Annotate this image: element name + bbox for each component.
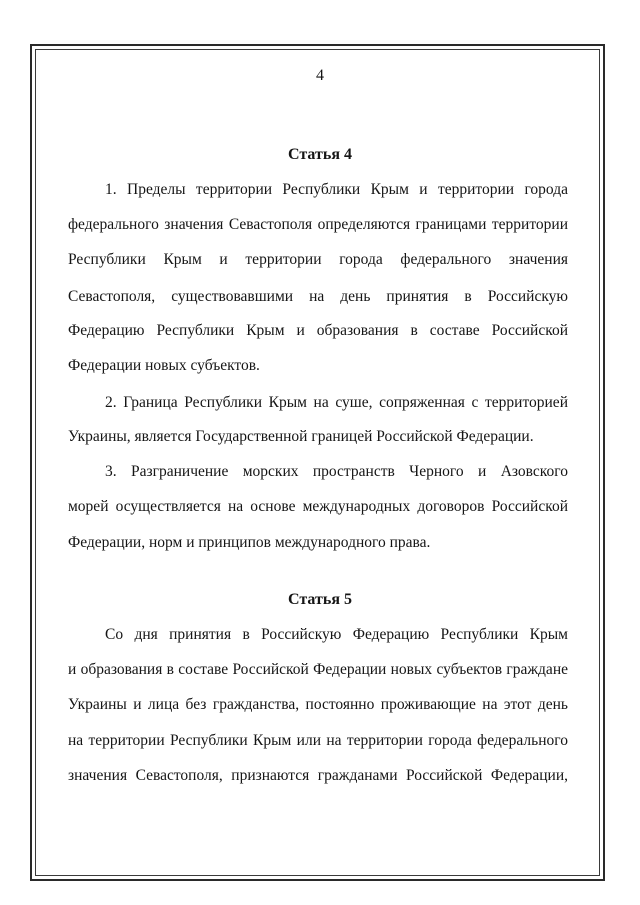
article-5-title: Статья 5 bbox=[288, 591, 352, 608]
article-5-line: значения Севастополя, признаются гражданами Российской Федерации, bbox=[68, 767, 568, 784]
article-4-line: Федерации новых субъектов. bbox=[68, 357, 260, 374]
article-4-line: 2. Граница Республики Крым на суше, сопряженная с территорией bbox=[105, 394, 568, 411]
article-4-line: 1. Пределы территории Республики Крым и территории города bbox=[105, 181, 568, 198]
article-4-line: 3. Разграничение морских пространств Черного и Азовского bbox=[105, 463, 568, 480]
article-5-line: и образования в составе Российской Федерации новых субъектов граждане bbox=[68, 661, 568, 678]
page-number: 4 bbox=[316, 67, 324, 84]
article-4-line: Украины, является Государственной границей Российской Федерации. bbox=[68, 428, 534, 445]
article-4-line: Республики Крым и территории города федерального значения bbox=[68, 251, 568, 268]
article-5-line: Украины и лица без гражданства, постоянно проживающие на этот день bbox=[68, 696, 568, 713]
article-5-line: Со дня принятия в Российскую Федерацию Республики Крым bbox=[105, 626, 568, 643]
article-4-line: Федерации, норм и принципов международного права. bbox=[68, 534, 431, 551]
article-4-line: морей осуществляется на основе международных договоров Российской bbox=[68, 498, 568, 515]
article-4-title: Статья 4 bbox=[288, 146, 352, 163]
article-4-line: Федерацию Республики Крым и образования в составе Российской bbox=[68, 322, 568, 339]
article-4-line: Севастополя, существовавшими на день принятия в Российскую bbox=[68, 288, 568, 305]
article-5-line: на территории Республики Крым или на территории города федерального bbox=[68, 732, 568, 749]
article-4-line: федерального значения Севастополя определяются границами территории bbox=[68, 216, 568, 233]
